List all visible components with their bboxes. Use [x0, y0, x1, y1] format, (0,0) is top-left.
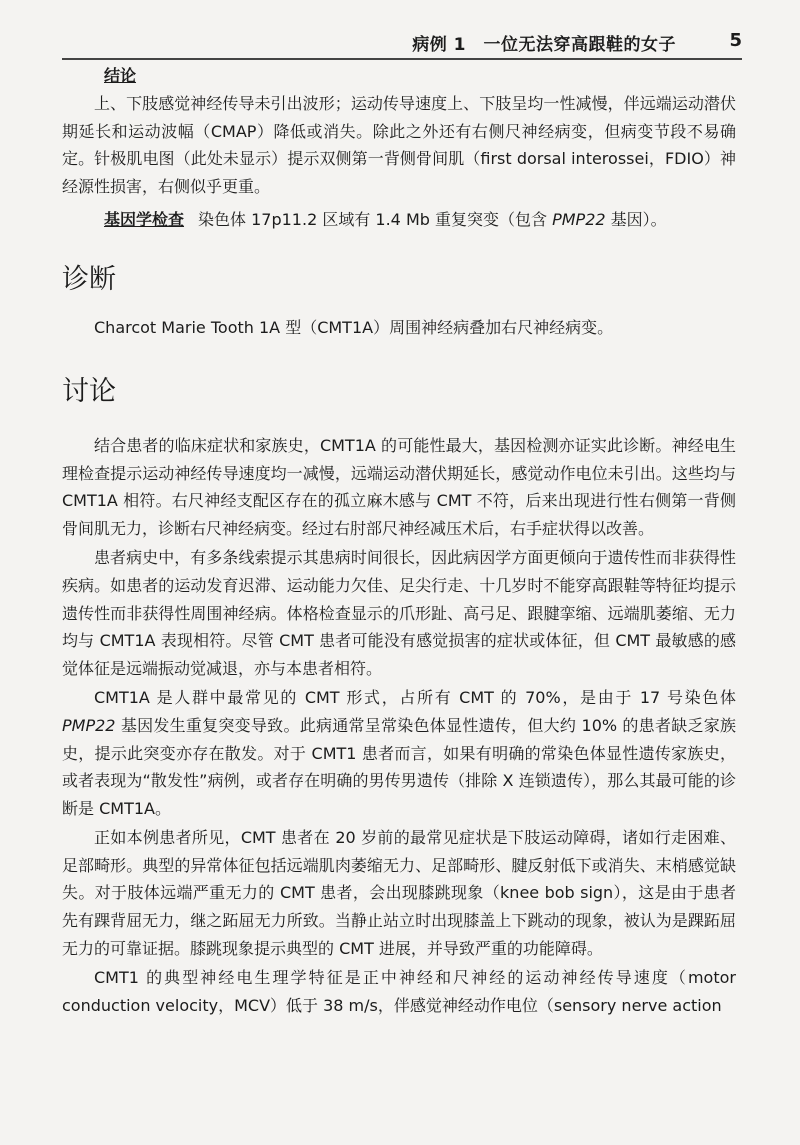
- genetic-gene-name: PMP22: [552, 210, 606, 230]
- genetic-test-label: 基因学检查: [104, 210, 185, 230]
- discussion-paragraph-4: 正如本例患者所见，CMT 患者在 20 岁前的最常见症状是下肢运动障碍，诸如行走困难、足部畸形。典型的异常体征包括远端肌肉萎缩无力、足部畸形、腱反射低下或消失、末梢感觉缺失。对于肢体远端严重无力的 CMT 患者，会出现膝跳现象（knee bob sign），这是由于患者先有踝背屈无力，继之跖屈无力所致。当静止站立时出现膝盖上下跳动的现象，被认为是踝跖屈无力的可靠证据。膝跳现象提示典型的 CMT 进展，并导致严重的功能障碍。: [62, 828, 736, 958]
- discussion-paragraph-5: CMT1 的典型神经电生理学特征是正中神经和尺神经的运动神经传导速度（motor conduction velocity，MCV）低于 38 m/s，伴感觉神经动作电位（sensory nerve action: [62, 968, 736, 1015]
- page-content: [62, 62, 736, 1019]
- genetic-text-before: 染色体 17p11.2 区域有 1.4 Mb 重复突变（包含: [198, 210, 553, 230]
- p3-text-after: 基因发生重复突变导致。此病通常呈常染色体显性遗传，但大约 10% 的患者缺乏家族史，提示此突变亦存在散发。对于 CMT1 患者而言，如果有明确的常染色体显性遗传家族史，或者表现为“散发性”病例，或者存在明确的男传男遗传（排除 X 连锁遗传），那么其最可能的诊断是 CMT1A。: [62, 715, 736, 818]
- discussion-paragraph-2: 患者病史中，有多条线索提示其患病时间很长，因此病因学方面更倾向于遗传性而非获得性疾病。如患者的运动发育迟滞、运动能力欠佳、足尖行走、十几岁时不能穿高跟鞋等特征均提示遗传性而非获得性周围神经病。体格检查显示的爪形趾、高弓足、跟腱挛缩、远端肌萎缩、无力均与 CMT1A 表现相符。尽管 CMT 患者可能没有感觉损害的症状或体征，但 CMT 最敏感的感觉体征是远端振动觉减退，亦与本患者相符。: [62, 548, 736, 678]
- genetic-test-line: [104, 206, 736, 234]
- conclusion-paragraph: 上、下肢感觉神经传导未引出波形；运动传导速度上、下肢呈均一性减慢，伴远端运动潜伏期延长和运动波幅（CMAP）降低或消失。除此之外还有右侧尺神经病变，但病变节段不易确定。针极肌电图（此处未显示）提示双侧第一背侧骨间肌（first dorsal interossei，FDIO）神经源性损害，右侧似乎更重。: [62, 94, 736, 196]
- p3-text-before: CMT1A 是人群中最常见的 CMT 形式，占所有 CMT 的 70%，是由于 17 号染色体: [94, 688, 736, 708]
- page-number: 5: [729, 30, 742, 51]
- conclusion-label: 结论: [104, 66, 137, 85]
- diagnosis-paragraph: Charcot Marie Tooth 1A 型（CMT1A）周围神经病叠加右尺神经病变。: [94, 318, 614, 338]
- discussion-heading: 讨论: [62, 375, 116, 407]
- p3-gene-name: PMP22: [62, 715, 116, 735]
- diagnosis-heading: 诊断: [62, 264, 116, 296]
- discussion-paragraph-1: 结合患者的临床症状和家族史，CMT1A 的可能性最大，基因检测亦证实此诊断。神经电生理检查提示运动神经传导速度均一减慢，远端运动潜伏期延长，感觉动作电位未引出。这些均与 CMT1A 相符。右尺神经支配区存在的孤立麻木感与 CMT 不符，后来出现进行性右侧第一背侧骨间肌无力，诊断右尺神经病变。经过右肘部尺神经减压术后，右手症状得以改善。: [62, 435, 736, 538]
- running-header: [62, 26, 742, 60]
- discussion-paragraph-3: [62, 684, 736, 822]
- header-rule: [62, 58, 742, 60]
- running-title: 病例 1 一位无法穿高跟鞋的女子: [412, 35, 676, 55]
- genetic-text-after: 基因）。: [605, 210, 667, 230]
